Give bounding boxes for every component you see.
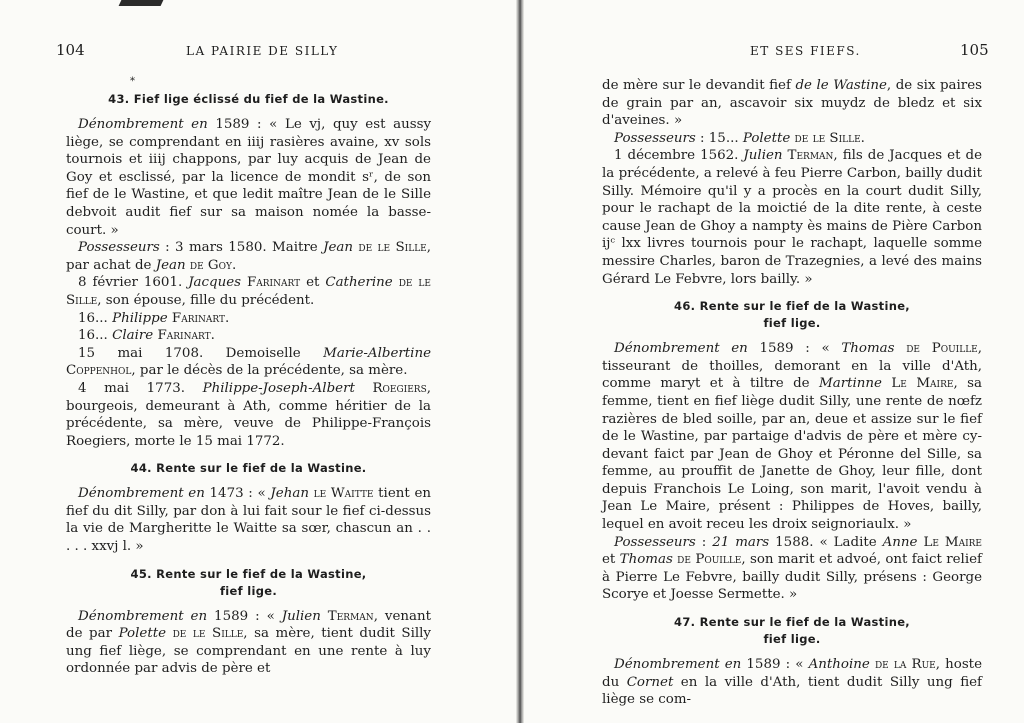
section-47-heading: 47. Rente sur le fief de la Wastine, fief lige. bbox=[674, 615, 910, 647]
page-number: 104 bbox=[56, 41, 85, 59]
section-44-heading: 44. Rente sur le fief de la Wastine. bbox=[130, 461, 367, 476]
section-43-entry: 16... Philippe Farinart. bbox=[78, 310, 230, 326]
star-mark: * bbox=[130, 76, 135, 87]
book-gutter bbox=[516, 0, 524, 723]
section-45-possesseurs: Possesseurs : 15... Polette de le Sille. bbox=[614, 130, 865, 146]
section-45-continuation: de mère sur le devandit fief de le Wastine, de six paires de grain par an, ascavoir six muydz de bledz et six d'aveines. » bbox=[602, 78, 982, 129]
section-45-heading: 45. Rente sur le fief de la Wastine, fief lige. bbox=[130, 566, 367, 598]
right-text-block bbox=[602, 77, 982, 709]
right-page bbox=[524, 0, 1024, 723]
page-number: 105 bbox=[960, 41, 989, 59]
section-45-denombrement: Dénombrement en 1589 : « Julien Terman, venant de par Polette de le Sille, sa mère, tient dudit Silly ung fief liège, se comprendant en une rente à luy ordonnée par advis de père et bbox=[66, 608, 432, 677]
section-43-entry: 16... Claire Farinart. bbox=[78, 328, 215, 344]
section-43-possesseurs: Possesseurs : 3 mars 1580. Maitre Jean de le Sille, par achat de Jean de Goy. bbox=[66, 240, 432, 273]
section-46-possesseurs: Possesseurs : 21 mars 1588. « Ladite Anne Le Maire et Thomas de Pouille, son marit et advoé, ont faict relief à Pierre Le Febvre, bailly dudit Silly, présens : George Scorye et Joesse Sermette. » bbox=[602, 534, 982, 603]
section-47-denombrement: Dénombrement en 1589 : « Anthoine de la Rue, hoste du Cornet en la ville d'Ath, tient dudit Silly ung fief liège se com- bbox=[602, 657, 983, 708]
section-43-entry: 15 mai 1708. Demoiselle Marie-Albertine Coppenhol, par le décès de la précédente, sa mère. bbox=[66, 345, 431, 379]
section-46-denombrement: Dénombrement en 1589 : « Thomas de Pouille, tisseurant de thoilles, demorant en la ville d'Ath, comme maryt et à tiltre de Martinne Le Maire, sa femme, tient en fief liège dudit Silly, une rente de nœfz razières de bled soille, par an, deue et assize sur le fief de le Wastine, par partaige d'advis de père et mère cy-devant faict par Jean de Ghoy et Péronne del Sille, sa femme, au prouffit de Janette de Ghoy, leur fille, dont depuis Franchois Le Loing, son marit, l'avoit vendu à Jean Le Maire, présent : Philippes de Hoves, bailly, lequel en avoit receu les droix seignoriaulx. » bbox=[602, 341, 983, 533]
edge-mark bbox=[119, 0, 164, 6]
running-head: LA PAIRIE DE SILLY bbox=[186, 44, 339, 58]
section-44-denombrement: Dénombrement en 1473 : « Jehan le Waitte tient en fief du dit Silly, par don à lui fait sour le fief ci-dessus la vie de Margheritte le Waitte sa sœr, chascun an . . . . . xxvj l. » bbox=[66, 486, 432, 555]
section-43-entry: 8 février 1601. Jacques Farinart et Catherine de le Sille, son épouse, fille du précédent. bbox=[66, 275, 431, 308]
section-43-denombrement: Dénombrement en 1589 : « Le vj, quy est aussy liège, se comprendant en iiij rasières avaine, xv sols tournois et iiij chappons, par luy acquis de Jean de Goy et esclissé, par la licence de mondit sʳ, de son fief de le Wastine, et que ledit maître Jean de le Sille debvoit audit fief sur sa maison nomée la basse-court. » bbox=[66, 117, 432, 238]
running-head: ET SES FIEFS. bbox=[750, 44, 861, 58]
section-43-entry: 4 mai 1773. Philippe-Joseph-Albert Roegiers, bourgeois, demeurant à Ath, comme héritier de la précédente, sa mère, veuve de Philippe-François Roegiers, morte le 15 mai 1772. bbox=[66, 380, 432, 449]
left-text-block bbox=[66, 91, 431, 678]
section-46-heading: 46. Rente sur le fief de la Wastine, fief lige. bbox=[674, 299, 910, 331]
section-43-heading: 43. Fief lige éclissé du fief de la Wastine. bbox=[108, 92, 389, 106]
section-45-entry: 1 décembre 1562. Julien Terman, fils de Jacques et de la précédente, a relevé à feu Pierre Carbon, bailly dudit Silly. Mémoire qu'il y a procès en la court dudit Silly, pour le rachapt de la moictié de la dite rente, à ceste cause Jean de Ghoy a nampty ès mains de Pière Carbon ijᶜ lxx livres tournois pour le rachapt, laquelle somme messire Charles, baron de Trazegnies, a levé des mains Gérard Le Febvre, lors bailly. » bbox=[602, 148, 982, 287]
